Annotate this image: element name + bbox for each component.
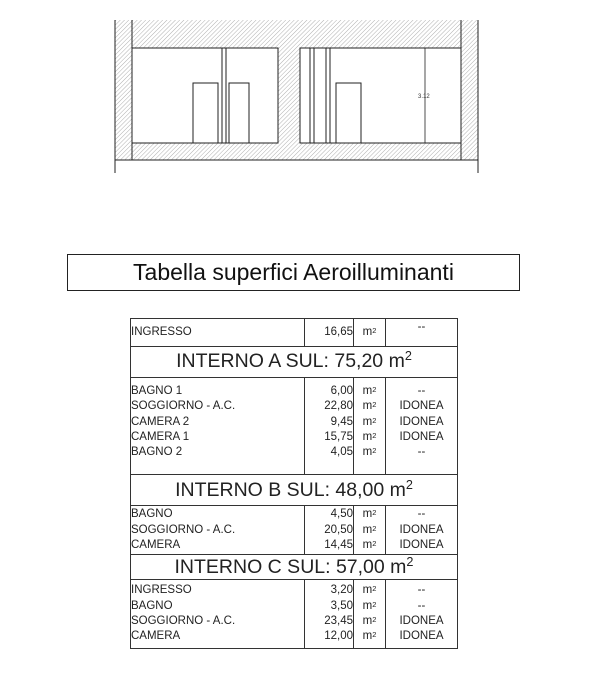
status-cell [386,378,458,475]
room-status: IDONEA [399,430,444,443]
section-drawing [0,0,603,180]
table-row [131,319,458,347]
table-title [67,254,520,291]
room-unit: $m^2$ [362,415,377,428]
room-unit: $m^2$ [362,446,377,459]
room-area: 4,05 [330,446,353,459]
height-dimension-label: 3.12 [418,94,430,100]
room-unit: $m^2$ [362,539,377,552]
surfaces-table [130,318,458,649]
room-unit: $m^2$ [362,630,377,643]
section-header [131,347,458,378]
section-header-row [131,555,458,580]
wall-hatching [115,20,478,160]
section-header-text: INTERNO A SUL: 75,20 m [176,350,405,373]
room-names-cell [131,580,305,648]
room-unit: $m^2$ [362,430,377,443]
room-status: IDONEA [399,614,444,627]
table-row [131,506,458,555]
room-area: 20,50 [324,523,353,536]
room-name: CAMERA 1 [131,430,190,443]
room-name: SOGGIORNO - A.C. [131,523,236,536]
room-status: IDONEA [399,523,444,536]
room-status: -- [417,599,426,612]
section-header-text: INTERNO C SUL: 57,00 m [174,555,407,578]
section-header-text: INTERNO B SUL: 48,00 m [175,478,406,501]
unit-exponent: 2 [406,554,414,569]
unit-exponent: 2 [404,349,412,364]
unit-base: m [362,325,373,338]
unit-cell [354,319,386,347]
room-area: 14,45 [324,539,353,552]
room-name: SOGGIORNO - A.C. [131,400,236,413]
unit-cell [354,378,386,475]
section-header [131,475,458,506]
status-cell [386,580,458,648]
room-status: IDONEA [399,539,444,552]
room-unit: $m^2$ [362,523,377,536]
room-status: IDONEA [399,400,444,413]
room-name: CAMERA [131,630,181,643]
unit-cell [354,580,386,648]
room-name: BAGNO [131,599,173,612]
room-names-cell [131,506,305,555]
room-name-cell [131,319,305,347]
room-name: SOGGIORNO - A.C. [131,614,236,627]
room-area: 4,50 [330,508,353,521]
room-area: 3,20 [330,584,353,597]
room-area: 12,00 [324,630,353,643]
room-status: IDONEA [399,630,444,643]
area-cell [305,378,354,475]
table-row [131,378,458,475]
status-cell [386,506,458,555]
room-unit: $m^2$ [362,599,377,612]
table-row [131,580,458,648]
room-area: 23,45 [324,614,353,627]
unit-exponent: 2 [405,477,413,492]
room-area: 9,45 [330,415,353,428]
unit-exponent: 2 [372,325,377,335]
section-header-row [131,347,458,378]
room-area: 3,50 [330,599,353,612]
room-name: INGRESSO [131,325,192,338]
room-status: -- [417,446,426,459]
room-status: -- [417,321,426,333]
room-name: CAMERA 2 [131,415,190,428]
unit-cell [354,506,386,555]
room-status: -- [417,508,426,521]
room-unit: $m^2$ [362,400,377,413]
room-unit: $m^2$ [362,614,377,627]
room-unit: $m^2$ [362,385,377,397]
room-area: 6,00 [330,385,353,397]
area-cell [305,319,354,347]
room-unit: $m^2$ [362,584,377,597]
section-header-row [131,475,458,506]
room-name: BAGNO 2 [131,446,183,459]
area-cell [305,506,354,555]
section-header [131,555,458,580]
room-name: BAGNO [131,508,173,521]
room-name: INGRESSO [131,584,192,597]
table-title-text: Tabella superfici Aeroilluminanti [133,259,454,285]
room-name: BAGNO 1 [131,385,183,397]
room-area: 15,75 [324,430,353,443]
area-cell [305,580,354,648]
room-name: CAMERA [131,539,181,552]
room-area: 16,65 [324,325,353,338]
room-unit: $m^2$ [362,508,377,521]
room-status: -- [417,385,426,397]
room-status: -- [417,584,426,597]
status-cell [386,319,458,347]
room-names-cell [131,378,305,475]
room-area: 22,80 [324,400,353,413]
room-status: IDONEA [399,415,444,428]
